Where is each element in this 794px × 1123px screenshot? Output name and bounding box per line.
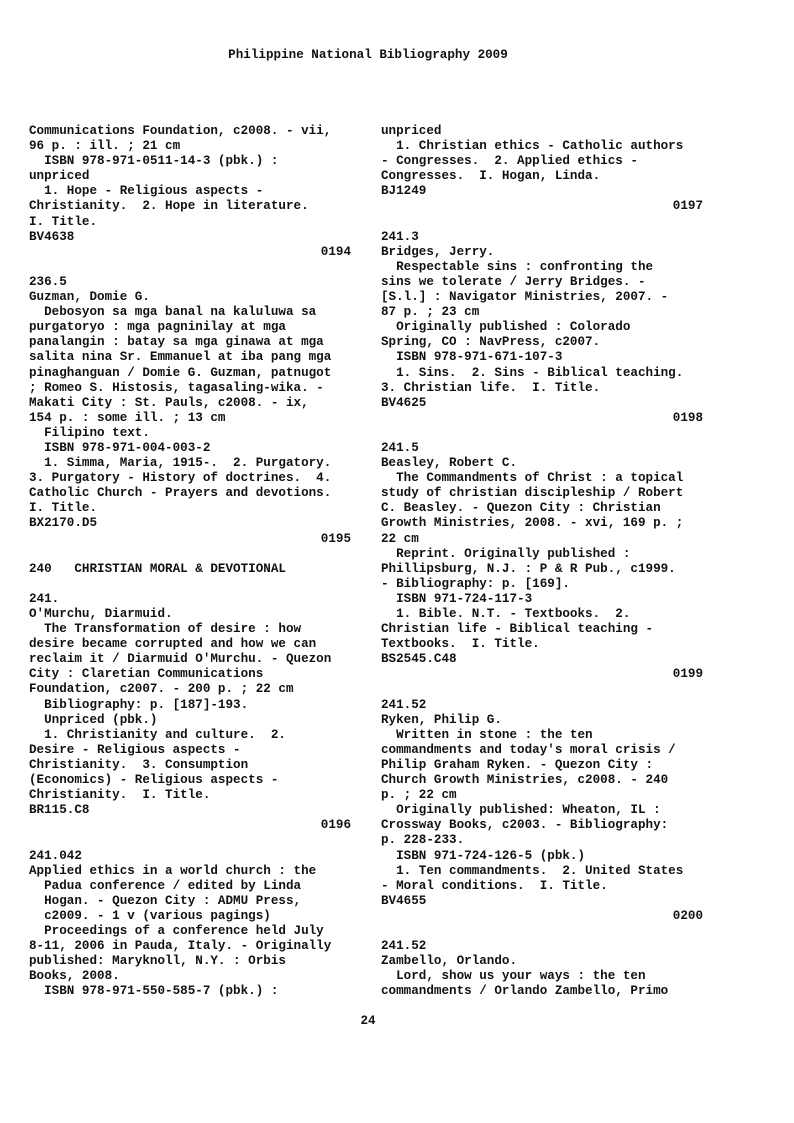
entry-line: Christianity. 2. Hope in literature. [29, 199, 309, 214]
entry-line: ISBN 978-971-550-585-7 (pbk.) : [29, 984, 279, 999]
entry-line: Filipino text. [29, 425, 150, 440]
entry-line: 87 p. ; 23 cm [381, 305, 480, 320]
entry-line: Bibliography: p. [187]-193. [29, 697, 249, 712]
entry-line: Foundation, c2007. - 200 p. ; 22 cm [29, 682, 294, 697]
entry-number: 0194 [320, 244, 351, 259]
entry-line: Church Growth Ministries, c2008. - 240 [381, 773, 669, 788]
entry-line: 241.3 [381, 229, 419, 244]
entry-line: [S.l.] : Navigator Ministries, 2007. - [381, 290, 669, 305]
entry-number: 0200 [672, 908, 703, 923]
entry-line: 1. Hope - Religious aspects - [29, 184, 264, 199]
entry-number: 0195 [320, 531, 351, 546]
entry-line: BR115.C8 [29, 803, 90, 818]
entry-line: panalangin : batay sa mga ginawa at mga [29, 335, 324, 350]
entry-line: pinaghanguan / Domie G. Guzman, patnugot [29, 365, 332, 380]
entry-line: Respectable sins : confronting the [381, 259, 654, 274]
entry-line: Desire - Religious aspects - [29, 742, 241, 757]
entry-line: Spring, CO : NavPress, c2007. [381, 335, 601, 350]
page-number: 24 [360, 1014, 376, 1028]
entry-line: 3. Purgatory - History of doctrines. 4. [29, 471, 332, 486]
entry-line: salita nina Sr. Emmanuel at iba pang mga [29, 350, 332, 365]
entry-line: Guzman, Domie G. [29, 290, 150, 305]
entry-line: ISBN 978-971-0511-14-3 (pbk.) : [29, 154, 279, 169]
entry-line: unpriced [381, 124, 442, 138]
entry-line: Philip Graham Ryken. - Quezon City : [381, 757, 654, 772]
entry-number: 0199 [672, 667, 703, 682]
entry-line: purgatoryo : mga pagninilay at mga [29, 320, 286, 335]
blank-line [29, 260, 351, 275]
entry-line: 1. Simma, Maria, 1915-. 2. Purgatory. [29, 456, 332, 471]
entry-line: (Economics) - Religious aspects - [29, 773, 279, 788]
entry-line: - Congresses. 2. Applied ethics - [381, 154, 638, 169]
entry-line: I. Title. [29, 214, 98, 229]
entry-line: C. Beasley. - Quezon City : Christian [381, 501, 661, 516]
entry-line: - Bibliography: p. [169]. [381, 576, 570, 591]
entry-line: 241.042 [29, 848, 82, 863]
entry-line: 241. [29, 591, 60, 606]
entry-line: 236.5 [29, 274, 67, 289]
entry-line: Proceedings of a conference held July [29, 923, 324, 938]
entry-line: sins we tolerate / Jerry Bridges. - [381, 274, 646, 289]
entry-number: 0197 [672, 199, 703, 214]
entry-line: study of christian discipleship / Robert [381, 486, 684, 501]
entry-line: Christianity. 3. Consumption [29, 757, 249, 772]
entry-line: Applied ethics in a world church : the [29, 863, 317, 878]
right-column [381, 124, 703, 999]
entry-line: Hogan. - Quezon City : ADMU Press, [29, 893, 302, 908]
entry-line: Congresses. I. Hogan, Linda. [381, 169, 601, 184]
entry-line: ISBN 971-724-117-3 [381, 591, 533, 606]
entry-line: 1. Christian ethics - Catholic authors [381, 139, 684, 154]
entry-line: 241.5 [381, 440, 419, 455]
entry-line: Lord, show us your ways : the ten [381, 969, 646, 984]
entry-line: Crossway Books, c2003. - Bibliography: [381, 818, 669, 833]
entry-line: Christian life - Biblical teaching - [381, 622, 654, 637]
blank-line [381, 924, 703, 939]
blank-line [381, 215, 703, 230]
entry-line: BS2545.C48 [381, 652, 457, 667]
entry-line: Bridges, Jerry. [381, 244, 495, 259]
entry-line: BJ1249 [381, 184, 427, 199]
entry-line: 96 p. : ill. ; 21 cm [29, 139, 181, 154]
entry-line: 1. Ten commandments. 2. United States [381, 863, 684, 878]
entry-number: 0198 [672, 410, 703, 425]
page-header-title: Philippine National Bibliography 2009 [228, 48, 508, 62]
entry-line: Christianity. I. Title. [29, 788, 211, 803]
entry-line: 1. Bible. N.T. - Textbooks. 2. [381, 607, 631, 621]
entry-line: Debosyon sa mga banal na kaluluwa sa [29, 305, 317, 320]
entry-line: Originally published : Colorado [381, 320, 631, 335]
entry-line: desire became corrupted and how we can [29, 637, 317, 652]
entry-line: Originally published: Wheaton, IL : [381, 803, 661, 818]
entry-line: - Moral conditions. I. Title. [381, 878, 608, 893]
entry-line: Reprint. Originally published : [381, 546, 631, 561]
entry-line: Makati City : St. Pauls, c2008. - ix, [29, 395, 309, 410]
entry-line: reclaim it / Diarmuid O'Murchu. - Quezon [29, 652, 332, 667]
blank-line [29, 833, 351, 848]
entry-line: 241.52 [381, 939, 427, 954]
entry-line: 8-11, 2006 in Pauda, Italy. - Originally [29, 939, 332, 954]
blank-line [29, 547, 351, 562]
entry-line: Padua conference / edited by Linda [29, 878, 302, 893]
entry-line: commandments / Orlando Zambello, Primo [381, 984, 669, 999]
entry-line: Catholic Church - Prayers and devotions. [29, 486, 332, 501]
entry-line: Unpriced (pbk.) [29, 712, 158, 727]
entry-line: Written in stone : the ten [381, 727, 593, 742]
entry-line: BV4625 [381, 395, 427, 410]
entry-line: Ryken, Philip G. [381, 712, 502, 727]
entry-line: ISBN 971-724-126-5 (pbk.) [381, 848, 586, 863]
entry-line: p. 228-233. [381, 833, 465, 848]
blank-line [29, 577, 351, 592]
entry-line: ISBN 978-971-004-003-2 [29, 440, 211, 455]
entry-line: Zambello, Orlando. [381, 954, 518, 969]
entry-line: Communications Foundation, c2008. - vii, [29, 124, 332, 138]
entry-line: Textbooks. I. Title. [381, 637, 540, 652]
entry-line: p. ; 22 cm [381, 788, 457, 803]
entry-line: ; Romeo S. Histosis, tagasaling-wika. - [29, 380, 324, 395]
entry-line: BV4638 [29, 229, 75, 244]
entry-line: City : Claretian Communications [29, 667, 264, 682]
entry-line: 22 cm [381, 531, 419, 546]
entry-line: ISBN 978-971-671-107-3 [381, 350, 563, 365]
entry-line: Growth Ministries, 2008. - xvi, 169 p. ; [381, 516, 684, 531]
entry-line: O'Murchu, Diarmuid. [29, 607, 173, 621]
entry-line: I. Title. [29, 501, 98, 516]
entry-line: BX2170.D5 [29, 516, 98, 531]
entry-line: The Commandments of Christ : a topical [381, 471, 684, 486]
entry-line: 240 CHRISTIAN MORAL & DEVOTIONAL [29, 561, 286, 576]
entry-line: The Transformation of desire : how [29, 622, 302, 637]
blank-line [381, 682, 703, 697]
entry-line: 1. Christianity and culture. 2. [29, 727, 286, 742]
entry-line: 154 p. : some ill. ; 13 cm [29, 410, 226, 425]
entry-line: unpriced [29, 169, 90, 184]
entry-line: Books, 2008. [29, 969, 120, 984]
entry-line: 3. Christian life. I. Title. [381, 380, 601, 395]
entry-line: commandments and today's moral crisis / [381, 742, 676, 757]
entry-line: 1. Sins. 2. Sins - Biblical teaching. [381, 365, 684, 380]
entry-line: 241.52 [381, 697, 427, 712]
entry-line: c2009. - 1 v (various pagings) [29, 908, 271, 923]
entry-line: Phillipsburg, N.J. : P & R Pub., c1999. [381, 561, 676, 576]
left-column [29, 124, 351, 999]
entry-line: Beasley, Robert C. [381, 456, 518, 471]
entry-number: 0196 [320, 818, 351, 833]
entry-line: published: Maryknoll, N.Y. : Orbis [29, 954, 286, 969]
entry-line: BV4655 [381, 893, 427, 908]
blank-line [381, 426, 703, 441]
